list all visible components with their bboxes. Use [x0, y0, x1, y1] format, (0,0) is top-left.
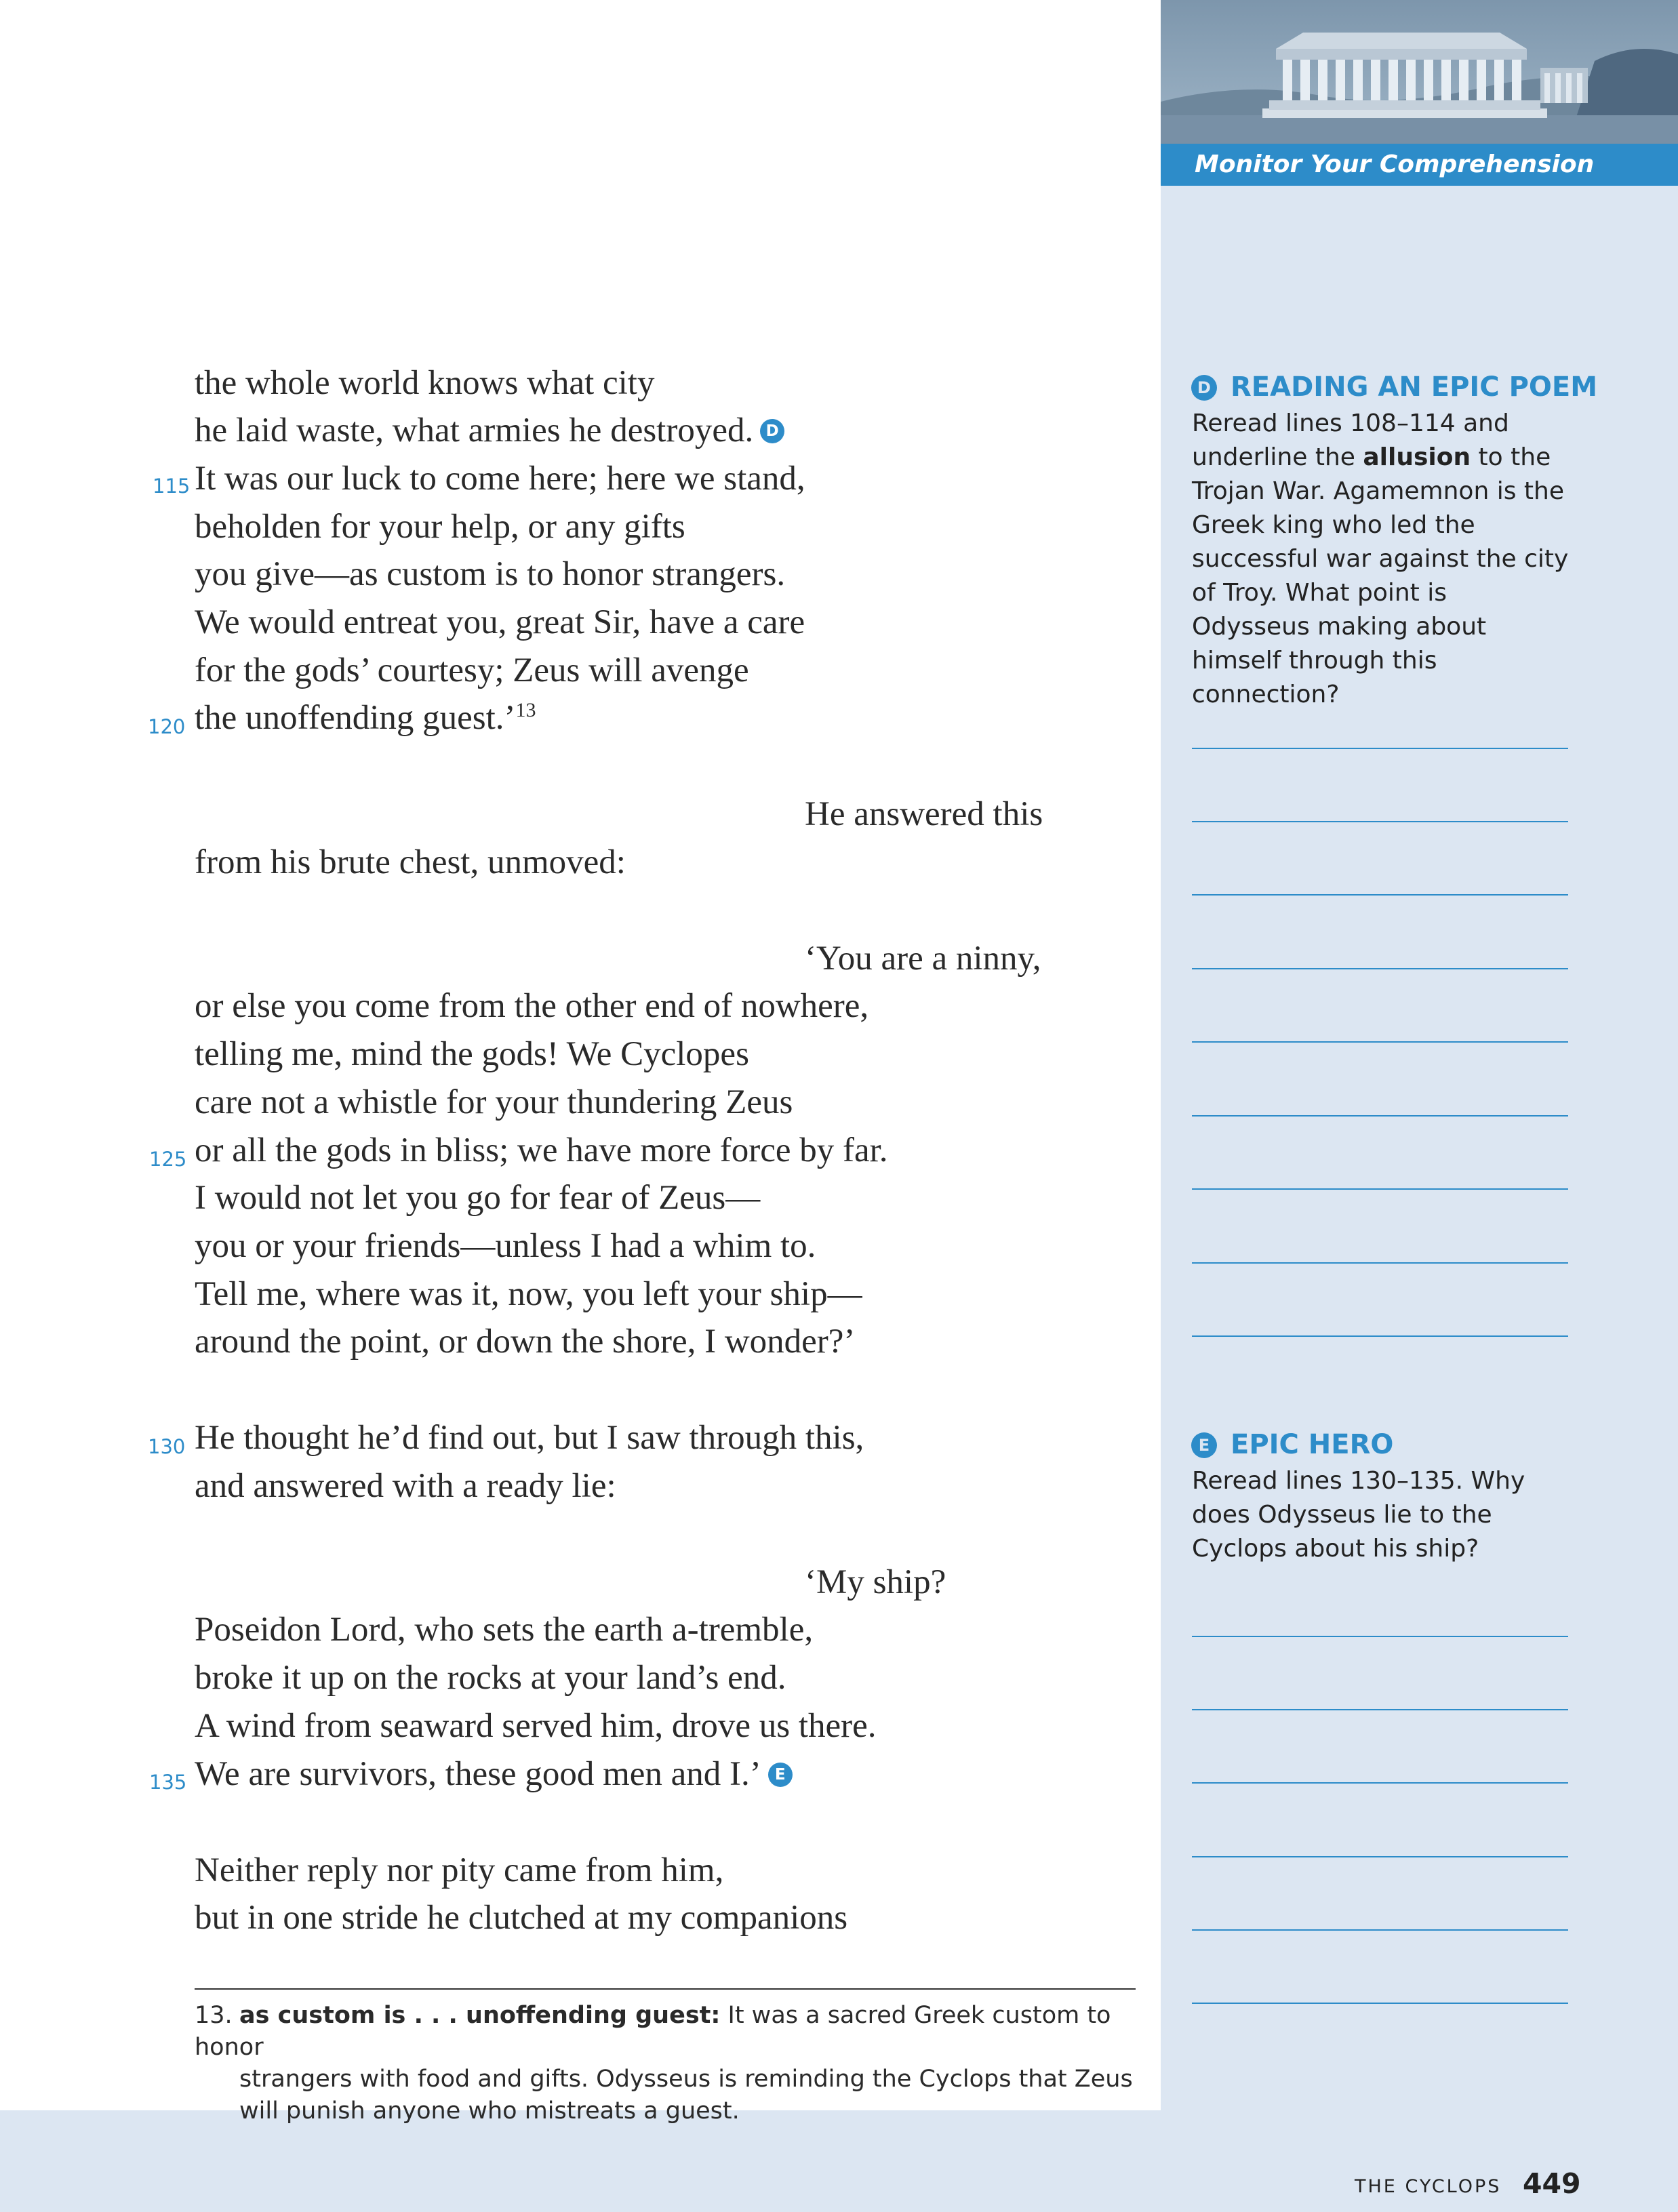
page-number: 449 — [1523, 2167, 1581, 2200]
poem-line: and answered with a ready lie: — [195, 1467, 616, 1505]
question-e-title: E EPIC HERO — [1191, 1429, 1393, 1460]
poem-line: Poseidon Lord, who sets the earth a-tremble, — [195, 1611, 814, 1649]
poem-line: I would not let you go for fear of Zeus— — [195, 1179, 761, 1217]
line-number: 115 — [153, 475, 191, 498]
poem-line: We are survivors, these good men and I.’ E — [195, 1754, 793, 1794]
marker-d-icon: D — [1191, 375, 1217, 401]
answer-line[interactable] — [1192, 2003, 1568, 2004]
poem-line: you or your friends—unless I had a whim to. — [195, 1227, 816, 1265]
footnote-text: will punish anyone who mistreats a guest. — [239, 2097, 740, 2125]
answer-line[interactable] — [1192, 1709, 1568, 1710]
poem-line: He thought he’d find out, but I saw through this, — [195, 1419, 864, 1457]
poem-line: he laid waste, what armies he destroyed. D — [195, 411, 784, 450]
footnote-text: It was a sacred Greek custom to honor — [195, 2002, 1111, 2061]
answer-line[interactable] — [1192, 821, 1568, 822]
footnote-divider — [195, 1988, 1136, 1990]
running-head: THE CYCLOPS — [1355, 2176, 1502, 2197]
poem-line: He answered this — [805, 795, 1043, 833]
answer-line[interactable] — [1192, 1335, 1568, 1337]
poem-line: you give—as custom is to honor strangers. — [195, 555, 786, 593]
marker-e-icon: E — [1191, 1432, 1217, 1458]
poem-line: A wind from seaward served him, drove us there. — [195, 1707, 877, 1745]
answer-line[interactable] — [1192, 1188, 1568, 1190]
parthenon-photo — [1161, 0, 1678, 144]
poem-line: or else you come from the other end of nowhere, — [195, 987, 869, 1025]
question-e-prompt: Reread lines 130–135. Why does Odysseus lie to the Cyclops about his ship? — [1192, 1467, 1525, 1563]
poem-line: ‘My ship? — [805, 1563, 946, 1601]
poem-line: ‘You are a ninny, — [805, 940, 1041, 978]
footnote-number: 13. — [195, 2002, 233, 2029]
answer-line[interactable] — [1192, 894, 1568, 896]
poem-line: the whole world knows what city — [195, 364, 655, 402]
line-number: 120 — [148, 715, 186, 738]
poem-line: Tell me, where was it, now, you left your ship— — [195, 1275, 862, 1313]
footnote-text: strangers with food and gifts. Odysseus is reminding the Cyclops that Zeus — [239, 2066, 1133, 2093]
question-d-prompt: Reread lines 108–114 and underline the allusion to the Trojan War. Agamemnon is the Greek king who led the successful war against the city of Troy. What point is Odysseus making about himself through this connection? — [1192, 409, 1569, 708]
poem-line: beholden for your help, or any gifts — [195, 508, 685, 546]
footnote-term: as custom is . . . unoffending guest: — [239, 2002, 721, 2029]
poem-line: for the gods’ courtesy; Zeus will avenge — [195, 651, 749, 689]
poem-line: broke it up on the rocks at your land’s end. — [195, 1659, 786, 1697]
poem-line: Neither reply nor pity came from him, — [195, 1851, 724, 1889]
poem-line: around the point, or down the shore, I wonder?’ — [195, 1323, 856, 1361]
answer-line[interactable] — [1192, 1115, 1568, 1117]
footnote — [195, 2000, 1137, 2127]
poem-line: care not a whistle for your thundering Zeus — [195, 1083, 793, 1121]
poem-line: telling me, mind the gods! We Cyclopes — [195, 1035, 749, 1073]
marker-d-badge[interactable]: D — [760, 419, 784, 443]
poem-line: the unoffending guest.’$^{13}$ — [195, 699, 536, 737]
question-d-title: D READING AN EPIC POEM — [1191, 371, 1597, 403]
footnote-reference[interactable]: 13 — [515, 699, 536, 721]
line-number: 135 — [149, 1771, 187, 1794]
answer-line[interactable] — [1192, 1041, 1568, 1043]
poem-line: We would entreat you, great Sir, have a care — [195, 603, 805, 641]
answer-line[interactable] — [1192, 1636, 1568, 1637]
answer-line[interactable] — [1192, 748, 1568, 749]
answer-line[interactable] — [1192, 1782, 1568, 1784]
line-number: 125 — [149, 1148, 187, 1171]
answer-line[interactable] — [1192, 1929, 1568, 1931]
monitor-comprehension-header: Monitor Your Comprehension — [1161, 144, 1678, 186]
marker-e-badge[interactable]: E — [768, 1763, 793, 1787]
poem-line: but in one stride he clutched at my companions — [195, 1899, 848, 1937]
answer-line[interactable] — [1192, 1856, 1568, 1857]
parthenon-illustration — [1161, 0, 1678, 144]
answer-line[interactable] — [1192, 1262, 1568, 1264]
sidebar-panel — [1161, 0, 1678, 2110]
poem-line: from his brute chest, unmoved: — [195, 843, 626, 881]
line-number: 130 — [148, 1435, 186, 1458]
answer-line[interactable] — [1192, 968, 1568, 969]
poem-line: or all the gods in bliss; we have more force by far. — [195, 1131, 888, 1169]
poem-line: It was our luck to come here; here we stand, — [195, 460, 805, 498]
